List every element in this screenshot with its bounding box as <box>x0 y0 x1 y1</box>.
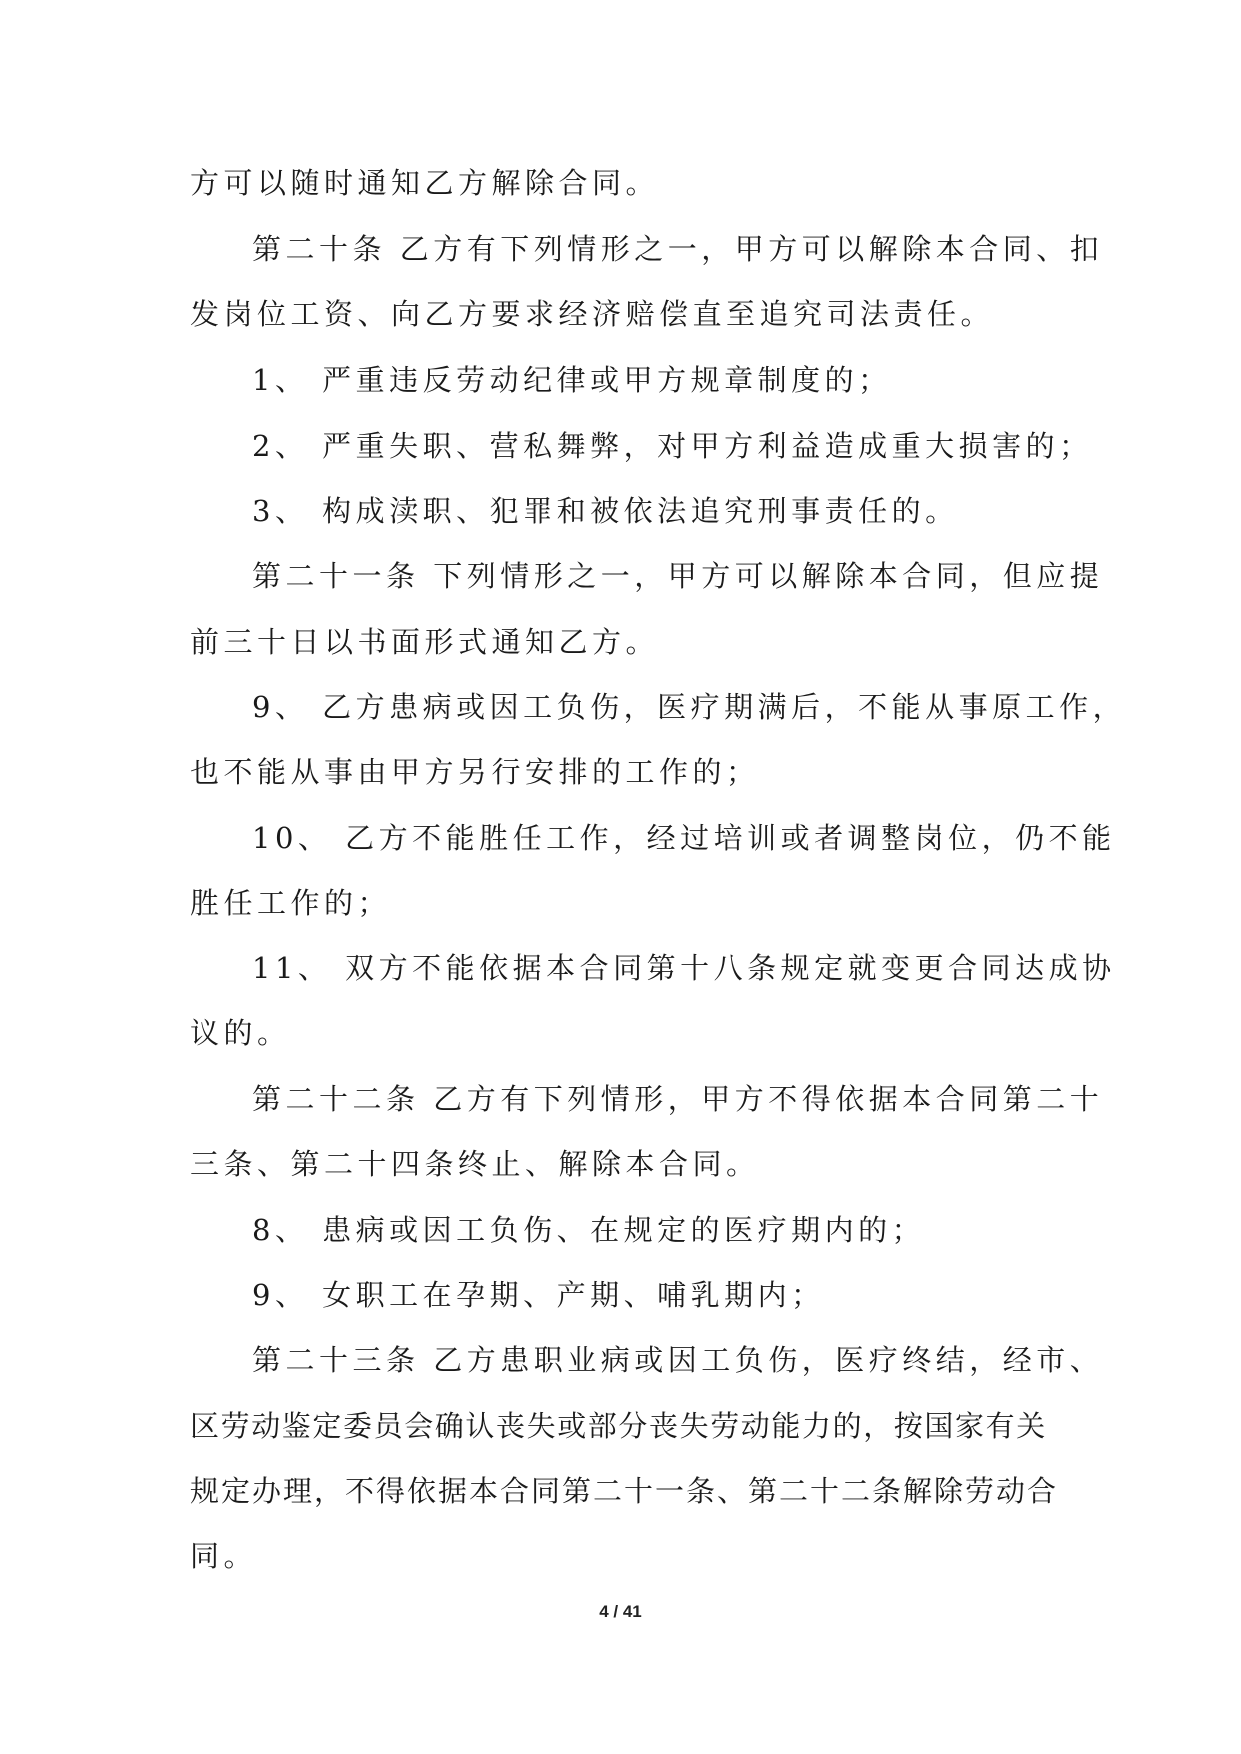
page-number: 4 / 41 <box>599 1602 642 1621</box>
text-line: 胜任工作的； <box>190 886 392 920</box>
text-line: 规定办理，不得依据本合同第二十一条、第二十二条解除劳动合 <box>190 1474 1059 1508</box>
list-item: 3、 构成渎职、犯罪和被依法追究刑事责任的。 <box>252 494 959 528</box>
list-item: 9、 乙方患病或因工负伤，医疗期满后，不能从事原工作， <box>252 690 1127 724</box>
text-line: 三条、第二十四条终止、解除本合同。 <box>190 1147 760 1181</box>
article-21-line: 第二十一条 下列情形之一，甲方可以解除本合同，但应提 <box>252 559 1104 593</box>
text-line: 方可以随时通知乙方解除合同。 <box>190 166 660 200</box>
text-line: 议的。 <box>190 1016 291 1050</box>
list-item: 10、 乙方不能胜任工作，经过培训或者调整岗位，仍不能 <box>252 821 1116 855</box>
text-line: 区劳动鉴定委员会确认丧失或部分丧失劳动能力的，按国家有关 <box>190 1409 1047 1443</box>
list-item: 9、 女职工在孕期、产期、哺乳期内； <box>252 1278 825 1312</box>
list-item: 8、 患病或因工负伤、在规定的医疗期内的； <box>252 1213 926 1247</box>
list-item: 11、 双方不能依据本合同第十八条规定就变更合同达成协 <box>252 951 1116 985</box>
article-23-line: 第二十三条 乙方患职业病或因工负伤，医疗终结，经市、 <box>252 1343 1104 1377</box>
article-20-line: 第二十条 乙方有下列情形之一，甲方可以解除本合同、扣 <box>252 232 1104 266</box>
text-line: 也不能从事由甲方另行安排的工作的； <box>190 755 760 789</box>
text-line: 发岗位工资、向乙方要求经济赔偿直至追究司法责任。 <box>190 297 995 331</box>
article-22-line: 第二十二条 乙方有下列情形，甲方不得依据本合同第二十 <box>252 1082 1104 1116</box>
text-line: 同。 <box>190 1539 258 1573</box>
list-item: 2、 严重失职、营私舞弊，对甲方利益造成重大损害的； <box>252 429 1093 463</box>
list-item: 1、 严重违反劳动纪律或甲方规章制度的； <box>252 363 892 397</box>
text-line: 前三十日以书面形式通知乙方。 <box>190 625 660 659</box>
